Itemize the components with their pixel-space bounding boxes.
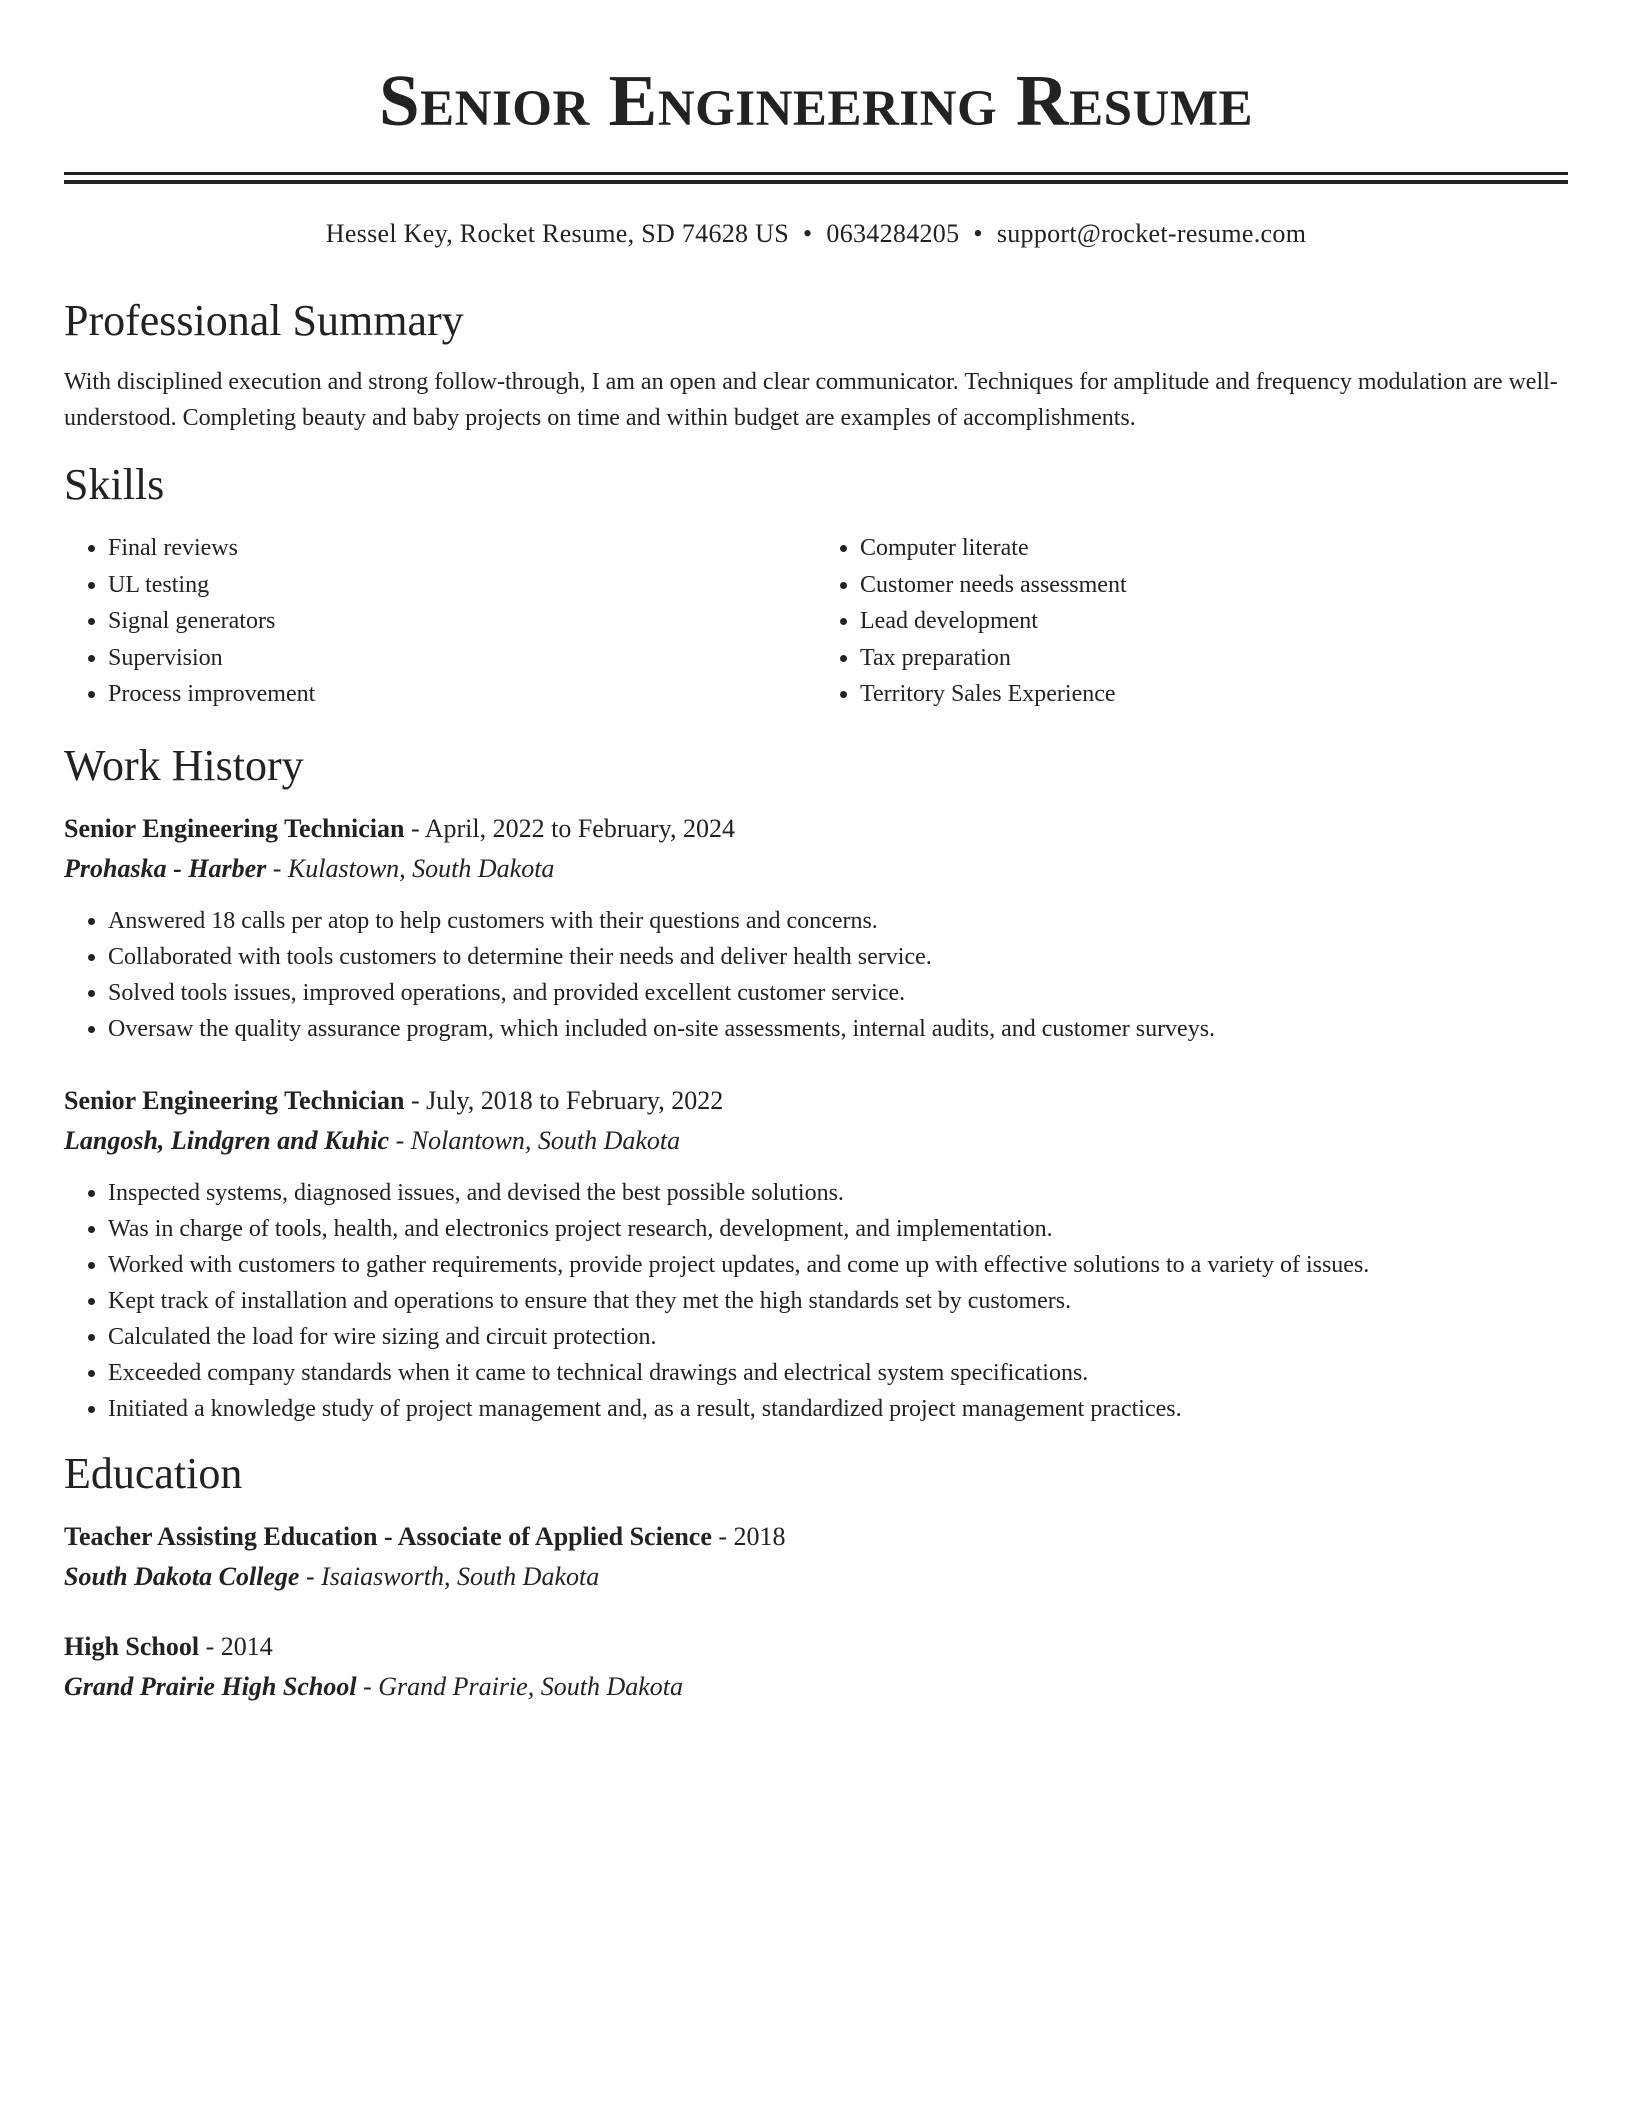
work-history-heading: Work History [64,740,304,790]
contact-line [64,218,1568,250]
education-location: - Grand Prairie, South Dakota [356,1671,683,1701]
education-entry [64,1627,1568,1707]
education-year: - 2014 [199,1631,273,1661]
skill-item: • Territory Sales Experience [860,676,1568,713]
education-school-line [64,1557,1568,1597]
job-bullet: • Calculated the load for wire sizing and circuit protection. [108,1319,1568,1355]
skill-item: • Lead development [860,603,1568,640]
title-double-rule [64,172,1568,184]
job-location: - Nolantown, South Dakota [389,1125,681,1155]
education-entry [64,1517,1568,1597]
contact-separator: • [803,219,813,248]
job-bullet: • Kept track of installation and operations to ensure that they met the high standards set by customers. [108,1283,1568,1319]
job-bullet: • Inspected systems, diagnosed issues, and devised the best possible solutions. [108,1175,1568,1211]
job-location: - Kulastown, South Dakota [266,853,555,883]
job-bullets [64,1175,1568,1427]
education-school: South Dakota College [64,1561,300,1591]
job-bullet: • Initiated a knowledge study of project management and, as a result, standardized project management practices. [108,1391,1568,1427]
job-bullet: • Was in charge of tools, health, and electronics project research, development, and implementation. [108,1211,1568,1247]
skills-grid [64,530,1568,713]
education-degree-line [64,1517,1568,1557]
education-degree: Teacher Assisting Education - Associate of Applied Science [64,1521,712,1551]
education-degree: High School [64,1631,200,1661]
job-entry [64,1081,1568,1427]
education-location: - Isaiasworth, South Dakota [299,1561,600,1591]
job-entry [64,809,1568,1047]
skill-item: • Process improvement [108,676,816,713]
education-school: Grand Prairie High School [64,1671,357,1701]
summary-heading: Professional Summary [64,296,464,345]
education-heading: Education [64,1448,243,1498]
job-bullets [64,903,1568,1047]
job-company-line [64,1121,1568,1161]
skill-item: • Supervision [108,640,816,677]
job-bullet: • Answered 18 calls per atop to help customers with their questions and concerns. [108,903,1568,939]
skill-item: • UL testing [108,567,816,604]
education-degree-line [64,1627,1568,1667]
contact-address: Hessel Key, Rocket Resume, SD 74628 US [325,219,789,248]
skill-item: • Signal generators [108,603,816,640]
skills-column-right [816,530,1568,713]
job-bullet: • Worked with customers to gather requirements, provide project updates, and come up with effective solutions to a variety of issues. [108,1247,1568,1283]
summary-text: With disciplined execution and strong follow-through, I am an open and clear communicator. Techniques for amplitude and frequency modulation are well-understood. Completing beauty and baby projects on time and within budget are examples of accomplishments. [64,369,1558,431]
education-year: - 2018 [711,1521,786,1551]
job-title: Senior Engineering Technician [64,1085,405,1115]
job-title-line [64,809,1568,849]
job-company: Langosh, Lindgren and Kuhic [64,1125,390,1155]
skills-column-left [64,530,816,713]
job-company-line [64,849,1568,889]
job-dates: - April, 2022 to February, 2024 [404,813,735,843]
contact-phone: 0634284205 [826,219,960,248]
resume-title: Senior Engineering Resume [379,60,1253,141]
skill-item: • Tax preparation [860,640,1568,677]
contact-separator: • [973,219,983,248]
job-dates: - July, 2018 to February, 2022 [404,1085,724,1115]
skill-item: • Customer needs assessment [860,567,1568,604]
skills-heading: Skills [64,460,165,509]
skill-item: • Final reviews [108,530,816,567]
skill-item: • Computer literate [860,530,1568,567]
job-title-line [64,1081,1568,1121]
job-bullet: • Collaborated with tools customers to determine their needs and deliver health service. [108,939,1568,975]
job-company: Prohaska - Harber [64,853,267,883]
job-title: Senior Engineering Technician [64,813,405,843]
job-bullet: • Solved tools issues, improved operations, and provided excellent customer service. [108,975,1568,1011]
job-bullet: • Exceeded company standards when it came to technical drawings and electrical system specifications. [108,1355,1568,1391]
education-school-line [64,1667,1568,1707]
contact-email: support@rocket-resume.com [996,219,1307,248]
job-bullet: • Oversaw the quality assurance program, which included on-site assessments, internal audits, and customer surveys. [108,1011,1568,1047]
